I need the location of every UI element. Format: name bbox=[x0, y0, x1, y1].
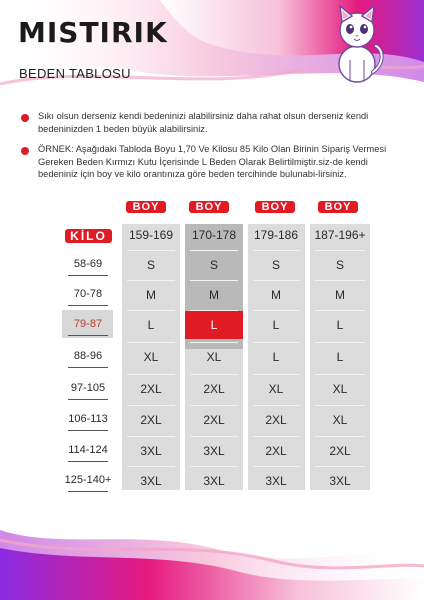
note-text-1: Sıkı olsun derseniz kendi bedeninizi alabilirsiniz daha rahat olsun derseniz kendi bedeninizden 1 beden büyük alabilirsiniz. bbox=[38, 111, 369, 134]
size-value: L bbox=[336, 350, 344, 364]
size-value: 2XL bbox=[265, 413, 287, 427]
row-separator bbox=[315, 342, 365, 343]
row-separator bbox=[315, 436, 365, 437]
size-value: S bbox=[335, 258, 344, 272]
size-value: 3XL bbox=[203, 444, 225, 458]
height-range-header: 179-186 bbox=[253, 228, 299, 242]
row-separator bbox=[127, 280, 175, 281]
note-text-2: ÖRNEK: Aşağıdaki Tabloda Boyu 1,70 Ve Kilosu 85 Kilo Olan Birinin Sipariş Vermesi Gereken Beden Kırmızı Kutu İçerisinde L Beden Olarak Belirtilmiştir.siz-de kendi bedeniniz için boy ve kilo orantınıza göre beden tercihinde bulunabi-lirsiniz. bbox=[38, 144, 387, 179]
kilo-header-tag: KİLO bbox=[65, 229, 112, 243]
selected-size-value: L bbox=[210, 318, 218, 332]
weight-label-underline bbox=[68, 430, 108, 431]
size-value: 2XL bbox=[203, 382, 225, 396]
size-value: M bbox=[335, 288, 345, 302]
weight-range-label: 70-78 bbox=[73, 288, 103, 300]
size-value: 2XL bbox=[140, 413, 162, 427]
size-value: 3XL bbox=[203, 474, 225, 488]
size-value: XL bbox=[332, 413, 348, 427]
row-separator bbox=[127, 436, 175, 437]
weight-range-label: 106-113 bbox=[68, 413, 108, 425]
size-value: 3XL bbox=[140, 474, 162, 488]
brand-logo-text: MISTIRIK bbox=[18, 16, 168, 49]
row-separator bbox=[253, 405, 300, 406]
weight-label-underline bbox=[68, 367, 108, 368]
row-separator bbox=[190, 280, 238, 281]
size-value: 2XL bbox=[140, 382, 162, 396]
size-value: M bbox=[271, 288, 281, 302]
row-separator bbox=[253, 310, 300, 311]
row-separator bbox=[127, 342, 175, 343]
row-separator bbox=[127, 374, 175, 375]
row-separator bbox=[127, 405, 175, 406]
row-separator bbox=[253, 280, 300, 281]
row-separator bbox=[190, 405, 238, 406]
weight-label-underline bbox=[68, 305, 108, 306]
row-separator bbox=[190, 374, 238, 375]
row-separator bbox=[127, 310, 175, 311]
size-value: 2XL bbox=[203, 413, 225, 427]
row-separator bbox=[315, 280, 365, 281]
note-bullet-icon bbox=[21, 114, 29, 122]
row-separator bbox=[190, 466, 238, 467]
row-separator bbox=[127, 466, 175, 467]
row-separator bbox=[253, 342, 300, 343]
size-value: XL bbox=[332, 382, 348, 396]
note-bullet-icon bbox=[21, 147, 29, 155]
size-value: L bbox=[147, 318, 155, 332]
row-separator bbox=[190, 250, 238, 251]
weight-label-underline bbox=[68, 335, 108, 336]
cat-mascot-icon bbox=[328, 2, 386, 84]
weight-range-label: 125-140+ bbox=[64, 474, 112, 486]
weight-range-label: 79-87 bbox=[73, 318, 103, 330]
boy-header-tag: BOY bbox=[189, 201, 229, 213]
row-separator bbox=[190, 436, 238, 437]
row-separator bbox=[315, 374, 365, 375]
size-value: S bbox=[271, 258, 280, 272]
size-value: L bbox=[272, 350, 280, 364]
row-separator bbox=[315, 466, 365, 467]
height-range-header: 187-196+ bbox=[314, 228, 366, 242]
height-range-header: 159-169 bbox=[128, 228, 174, 242]
size-value: M bbox=[146, 288, 156, 302]
row-separator bbox=[315, 310, 365, 311]
size-value: S bbox=[146, 258, 155, 272]
size-value: 2XL bbox=[265, 444, 287, 458]
size-value: 3XL bbox=[140, 444, 162, 458]
size-value: L bbox=[272, 318, 280, 332]
row-separator bbox=[253, 466, 300, 467]
row-separator bbox=[315, 405, 365, 406]
row-separator bbox=[190, 342, 238, 343]
row-separator bbox=[253, 436, 300, 437]
row-separator bbox=[253, 374, 300, 375]
footer-wave-decoration bbox=[0, 520, 424, 600]
size-value: M bbox=[209, 288, 219, 302]
row-separator bbox=[253, 250, 300, 251]
boy-header-tag: BOY bbox=[255, 201, 295, 213]
weight-range-label: 58-69 bbox=[73, 258, 103, 270]
weight-range-label: 114-124 bbox=[68, 444, 108, 456]
size-value: S bbox=[209, 258, 218, 272]
weight-label-underline bbox=[68, 399, 108, 400]
size-value: 3XL bbox=[265, 474, 287, 488]
boy-header-tag: BOY bbox=[318, 201, 358, 213]
height-range-header: 170-178 bbox=[191, 228, 237, 242]
page-subtitle: BEDEN TABLOSU bbox=[19, 66, 131, 81]
row-separator bbox=[127, 250, 175, 251]
size-value: 2XL bbox=[329, 444, 351, 458]
size-value: 3XL bbox=[329, 474, 351, 488]
size-value: XL bbox=[206, 350, 222, 364]
weight-label-underline bbox=[68, 491, 108, 492]
size-value: XL bbox=[143, 350, 159, 364]
size-value: XL bbox=[268, 382, 284, 396]
boy-header-tag: BOY bbox=[126, 201, 166, 213]
weight-range-label: 97-105 bbox=[70, 382, 106, 394]
row-separator bbox=[315, 250, 365, 251]
weight-label-underline bbox=[68, 461, 108, 462]
weight-range-label: 88-96 bbox=[73, 350, 103, 362]
weight-label-underline bbox=[68, 275, 108, 276]
size-value: L bbox=[336, 318, 344, 332]
